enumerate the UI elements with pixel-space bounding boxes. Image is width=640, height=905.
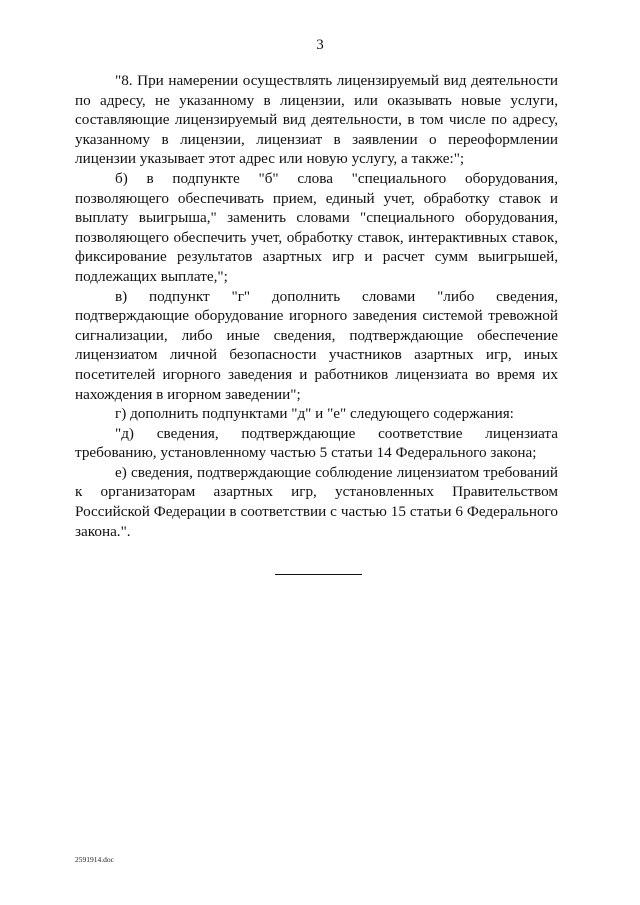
paragraph-subitem-g: г) дополнить подпунктами "д" и "е" следующего содержания: — [115, 405, 514, 423]
paragraph-subitem-d: "д) сведения, подтверждающие соответствие лицензиата требованию, установленному частью 5 статьи 14 Федерального закона; — [75, 424, 558, 462]
end-divider-line — [275, 574, 362, 575]
paragraph-item-8: "8. При намерении осуществлять лицензируемый вид деятельности по адресу, не указанному в лицензии, или оказывать новые услуги, составляющие лицензируемый вид деятельности, в том числе по адресу, указанному в лицензии, лицензиат в заявлении о переоформлении лицензии указывает этот адрес или новую услугу, а также:"; — [75, 72, 558, 168]
document-code: 2591914.doc — [75, 855, 114, 864]
document-body — [75, 71, 558, 541]
paragraph-subitem-e: е) сведения, подтверждающие соблюдение лицензиатом требований к организаторам азартных игр, установленных Правительством Российской Федерации в соответствии с частью 15 статьи 6 Федерального закона.". — [75, 463, 558, 540]
paragraph-subitem-b: б) в подпункте "б" слова "специального оборудования, позволяющего обеспечивать прием, единый учет, обработку ставок и выплату выигрыша," заменить словами "специального оборудования, позволяющего обеспечить учет, обработку ставок, интерактивных ставок, фиксирование результатов азартных игр и расчет сумм выигрышей, подлежащих выплате,"; — [75, 169, 558, 285]
page-number: 3 — [316, 37, 324, 53]
paragraph-subitem-v: в) подпункт "г" дополнить словами "либо сведения, подтверждающие оборудование игорного заведения системой тревожной сигнализации, либо иные сведения, подтверждающие обеспечение лицензиатом личной безопасности участников азартных игр, иных посетителей игорного заведения и работников лицензиата во время их нахождения в игорном заведении"; — [75, 287, 558, 403]
